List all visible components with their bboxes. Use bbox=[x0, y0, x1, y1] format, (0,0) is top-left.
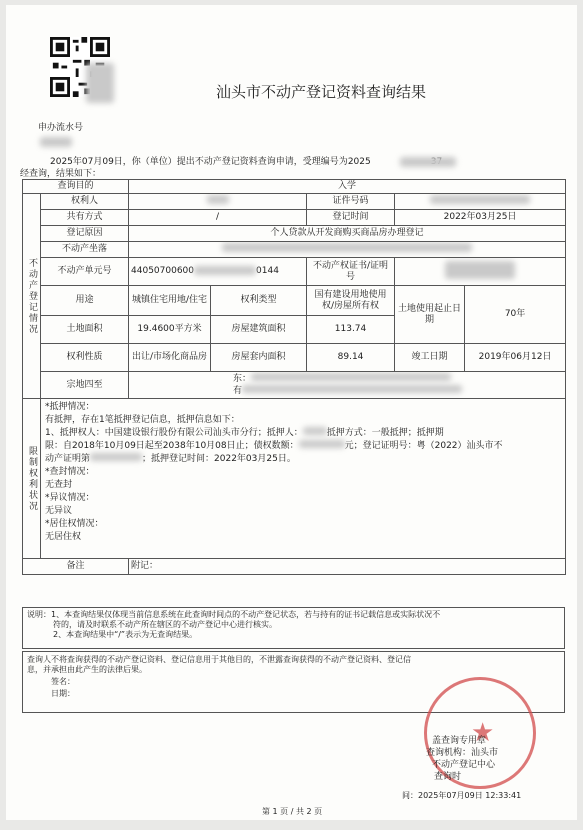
use-label: 用途 bbox=[41, 286, 129, 316]
right-holder-value bbox=[129, 194, 307, 210]
query-result-table bbox=[22, 179, 566, 575]
seizure-value: 无查封 bbox=[45, 480, 73, 490]
reg-time-value: 2022年03月25日 bbox=[395, 210, 566, 226]
objection-title: *异议情况： bbox=[45, 493, 95, 503]
location-value bbox=[129, 242, 566, 258]
objection-value: 无异议 bbox=[45, 506, 73, 516]
boundary-value: 东： 有 bbox=[129, 372, 566, 399]
mortgage-line3: 限：自2018年10月09日起至2038年10月08日止；债权数额： 元；登记证明号：粤（2022）汕头市不 bbox=[45, 441, 503, 451]
redacted-serial bbox=[40, 137, 72, 147]
completion-label: 竣工日期 bbox=[395, 344, 465, 372]
building-area-value: 113.74 bbox=[307, 316, 395, 344]
annex-label: 附记： bbox=[129, 559, 566, 575]
restrictions-content bbox=[41, 399, 566, 559]
remarks-label: 备注 bbox=[23, 559, 129, 575]
purpose-label: 查询目的 bbox=[23, 180, 129, 194]
seal-label: 盖查询专用章 bbox=[432, 736, 487, 746]
land-period-value: 70年 bbox=[465, 286, 566, 344]
notes-line3: 2、本查询结果中“/”表示为无查询结果。 bbox=[53, 630, 198, 639]
inner-area-value: 89.14 bbox=[307, 344, 395, 372]
purpose-value: 入学 bbox=[129, 180, 566, 194]
land-period-label: 土地使用起止日期 bbox=[395, 286, 465, 344]
declaration-line2: 息，并承担由此产生的法律后果。 bbox=[27, 665, 147, 674]
inner-area-label: 房屋套内面积 bbox=[211, 344, 307, 372]
notes-line2: 符的，请及时联系不动产所在辖区的不动产登记中心进行核实。 bbox=[53, 620, 277, 629]
registration-section-label: 不动产登记情况 bbox=[23, 194, 41, 399]
document-page bbox=[6, 5, 577, 820]
agency-line1: 查询机构：汕头市 bbox=[426, 748, 499, 758]
right-holder-label: 权利人 bbox=[41, 194, 129, 210]
land-area-value: 19.4600平方米 bbox=[129, 316, 211, 344]
cert-no-label: 证件号码 bbox=[307, 194, 395, 210]
land-area-label: 土地面积 bbox=[41, 316, 129, 344]
right-type-value: 国有建设用地使用权/房屋所有权 bbox=[307, 286, 395, 316]
reg-reason-value: 个人贷款从开发商购买商品房办理登记 bbox=[129, 226, 566, 242]
page-indicator: 第 1 页 / 共 2 页 bbox=[262, 807, 323, 816]
co-ownership-value: / bbox=[129, 210, 307, 226]
redacted-block bbox=[86, 63, 114, 103]
cert-label: 不动产权证书/证明号 bbox=[307, 258, 395, 286]
declaration-line1: 查询人不将查询获得的不动产登记资料、登记信息用于其他目的，不泄露查询获得的不动产登记资料、登记信 bbox=[27, 655, 411, 664]
date-label: 日期： bbox=[51, 689, 75, 698]
residence-value: 无居住权 bbox=[45, 532, 82, 542]
use-value: 城镇住宅用地/住宅 bbox=[129, 286, 211, 316]
mortgage-line2: 1、抵押权人：中国建设银行股份有限公司汕头市分行；抵押人： 抵押方式：一般抵押；抵押期 bbox=[45, 428, 444, 438]
completion-value: 2019年06月12日 bbox=[465, 344, 566, 372]
location-label: 不动产坐落 bbox=[41, 242, 129, 258]
agency-line2: 不动产登记中心 bbox=[432, 760, 496, 770]
serial-number-label: 申办流水号 bbox=[38, 123, 84, 133]
notes-box bbox=[22, 607, 565, 649]
reg-reason-label: 登记原因 bbox=[41, 226, 129, 242]
stamp-block bbox=[426, 735, 498, 783]
unit-no-label: 不动产单元号 bbox=[41, 258, 129, 286]
right-type-label: 权利类型 bbox=[211, 286, 307, 316]
unit-no-value: 44050700600 0144 bbox=[129, 258, 307, 286]
nature-label: 权利性质 bbox=[41, 344, 129, 372]
cert-no-value bbox=[395, 194, 566, 210]
co-ownership-label: 共有方式 bbox=[41, 210, 129, 226]
mortgage-title: *抵押情况： bbox=[45, 402, 95, 412]
intro-line2: 经查询，结果如下： bbox=[20, 169, 102, 179]
restricted-section-label: 限制权利状况 bbox=[23, 399, 41, 559]
mortgage-line1: 有抵押，存在1笔抵押登记信息，抵押信息如下： bbox=[45, 415, 240, 425]
intro-line1: 2025年07月09日，你（单位）提出不动产登记资料查询申请，受理编号为2025 bbox=[50, 157, 371, 167]
building-area-label: 房屋建筑面积 bbox=[211, 316, 307, 344]
seal-star-icon: ★ bbox=[471, 718, 495, 748]
seizure-title: *查封情况： bbox=[45, 467, 95, 477]
time-label: 查询时 bbox=[434, 772, 462, 782]
reg-time-label: 登记时间 bbox=[307, 210, 395, 226]
residence-title: *居住权情况： bbox=[45, 519, 104, 529]
notes-line1: 说明：1、本查询结果仅体现当前信息系统在此查询时间点的不动产登记状态，若与持有的证书记载信息或实际状况不 bbox=[27, 610, 441, 619]
redacted-code bbox=[400, 157, 456, 167]
sign-label: 签名： bbox=[51, 677, 75, 686]
mortgage-line4: 动产证明第 ；抵押登记时间：2022年03月25日。 bbox=[45, 454, 296, 464]
cert-value bbox=[395, 258, 566, 286]
document-title: 汕头市不动产登记资料查询结果 bbox=[216, 83, 427, 101]
query-time-value: 间：2025年07月09日 12:33:41 bbox=[402, 791, 522, 800]
nature-value: 出让/市场化商品房 bbox=[129, 344, 211, 372]
boundary-label: 宗地四至 bbox=[41, 372, 129, 399]
